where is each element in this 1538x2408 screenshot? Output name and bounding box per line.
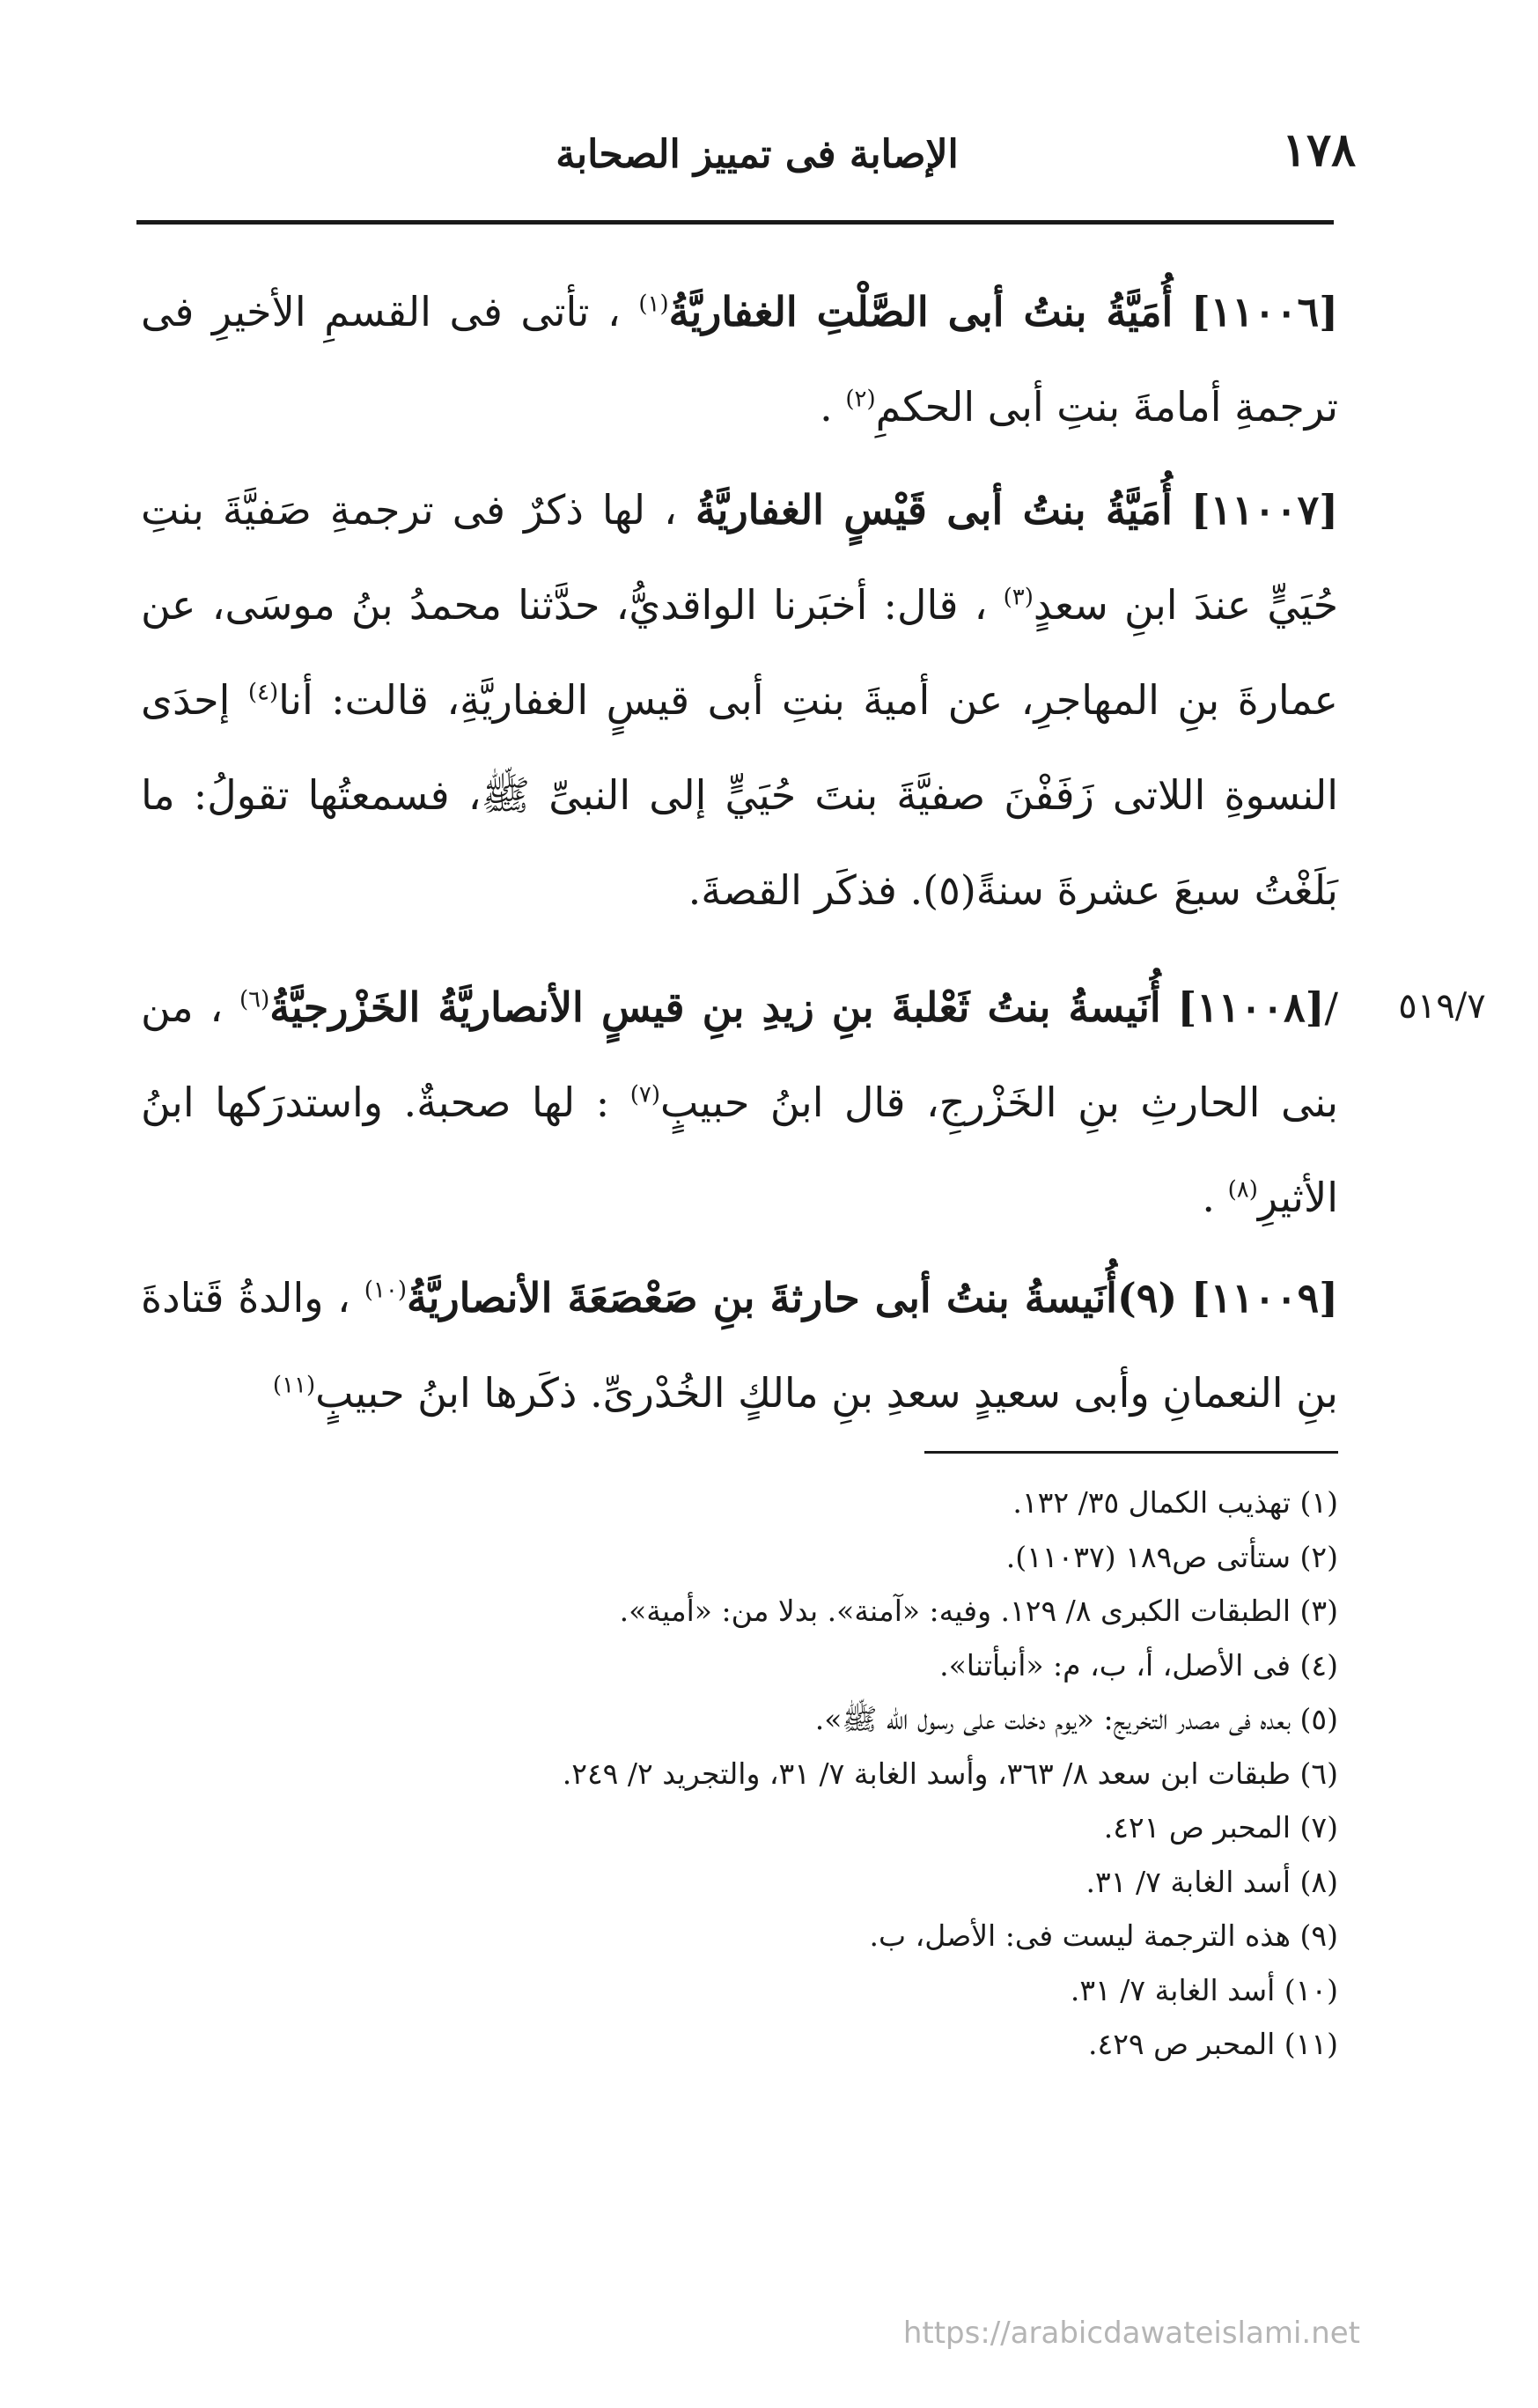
footnote-ref: (١) (638, 291, 669, 318)
footnote-ref: (٦) (239, 986, 270, 1013)
margin-reference: ٥١٩/٧ (1398, 986, 1486, 1027)
footnote: (١٠) أسد الغابة ٧/ ٣١. (1070, 1972, 1338, 2007)
footnote: (٢) ستأتى ص١٨٩ (١١٠٣٧). (1005, 1539, 1338, 1574)
footnote: (٥) بعده فى مصدر التخريج: «يوم دخلت على رسول الله ﷺ». (814, 1702, 1338, 1736)
entry-11008 (141, 960, 1338, 1259)
entry-text: إحدَى النسوةِ اللاتى زَفَفْنَ صفيَّةَ بنتَ حُيَيٍّ إلى النبىِّ ﷺ، فسمعتُها تقولُ: ما بَلَغْتُ سبعَ عشرةَ سنةً(٥). فذكَر القصةَ. (141, 676, 1338, 914)
page-number: ١٧٨ (1282, 123, 1356, 177)
footnote: (٣) الطبقات الكبرى ٨/ ١٢٩. وفيه: «آمنة». بدلا من: «أمية». (619, 1594, 1338, 1628)
footnote-ref: (٣) (1003, 584, 1034, 611)
entry-text: ، والدةُ قَتادةَ بنِ النعمانِ وأبى سعيدٍ سعدِ بنِ مالكٍ الخُدْرىِّ. ذكَرها ابنُ حبيبٍ (141, 1274, 1338, 1417)
entry-text: ، من بنى الحارثِ بنِ الخَزْرجِ، قال ابنُ حبيبٍ (141, 983, 1338, 1126)
footnote-ref: (٨) (1227, 1176, 1258, 1204)
running-title: الإصابة فى تمييز الصحابة (556, 132, 959, 177)
entry-text: : لها صحبةٌ. واستدرَكها ابنُ الأثيرِ (141, 1079, 1338, 1221)
entry-number: [١١٠٠٦] (1190, 288, 1339, 335)
footnote-ref: (٢) (845, 386, 876, 413)
footnote-separator (924, 1451, 1338, 1454)
footnote-ref: (٤) (247, 679, 279, 706)
footnote-ref: (١٠) (364, 1277, 407, 1304)
footnote: (١١) المحبر ص ٤٢٩. (1087, 2027, 1338, 2061)
entry-name: أُمَيَّةُ بنتُ أبى الصَّلْتِ الغفاريَّةُ (668, 288, 1174, 335)
entry-text: ، تأتى فى القسمِ الأخيرِ فى ترجمةِ أمامةَ بنتِ أبى الحكمِ (141, 288, 1338, 431)
footnote: (٨) أسد الغابة ٧/ ٣١. (1085, 1864, 1338, 1899)
entry-name: (٩)أُنَيسةُ بنتُ أبى حارثةَ بنِ صَعْصَعَةَ الأنصاريَّةُ (407, 1274, 1178, 1322)
footnote-ref: (٧) (629, 1081, 661, 1108)
footnote: (٤) فى الأصل، أ، ب، م: «أنبأتنا». (939, 1647, 1338, 1683)
entry-number: [١١٠٠٨] (1177, 983, 1325, 1031)
entry-number: [١١٠٠٩] (1190, 1274, 1339, 1322)
footnotes (141, 1476, 1338, 2072)
entry-text: . (1202, 1174, 1215, 1221)
entry-11009 (141, 1250, 1338, 1453)
entry-text: ، لها ذكرٌ فى ترجمةِ صَفيَّةَ بنتِ حُيَيٍّ عندَ ابنِ سعدٍ (141, 486, 1338, 629)
footnote-ref: (١١) (272, 1372, 316, 1399)
footnote: (٦) طبقات ابن سعد ٨/ ٣٦٣، وأسد الغابة ٧/ ٣١، والتجريد ٢/ ٢٤٩. (562, 1756, 1338, 1791)
entry-number: [١١٠٠٧] (1190, 486, 1338, 534)
entry-11007 (141, 462, 1338, 955)
entry-name: أُمَيَّةُ بنتُ أبى قَيْسٍ الغفاريَّةُ (695, 486, 1173, 534)
entry-text: . (820, 383, 833, 431)
entry-11006 (141, 264, 1338, 467)
entry-text: ، قال: أخبَرنا الواقديُّ، حدَّثنا محمدُ بنُ موسَى، عن عمارةَ بنِ المهاجرِ، عن أميةَ بنتِ أبى قيسٍ الغفاريَّةِ، قالت: أنا (141, 581, 1338, 724)
watermark-url: https://arabicdawateislami.net (902, 2316, 1360, 2351)
footnote: (٧) المحبر ص ٤٢١. (1103, 1810, 1338, 1845)
entry-name: أُنَيسةُ بنتُ ثَعْلبةَ بنِ زيدِ بنِ قيسٍ الأنصاريَّةُ الخَزْرجيَّةُ (269, 983, 1161, 1031)
entry-lead: / (1324, 983, 1339, 1031)
footnote: (١) تهذيب الكمال ٣٥/ ١٣٢. (1012, 1485, 1338, 1520)
header-rule (136, 220, 1334, 225)
footnote: (٩) هذه الترجمة ليست فى: الأصل، ب. (869, 1918, 1338, 1953)
